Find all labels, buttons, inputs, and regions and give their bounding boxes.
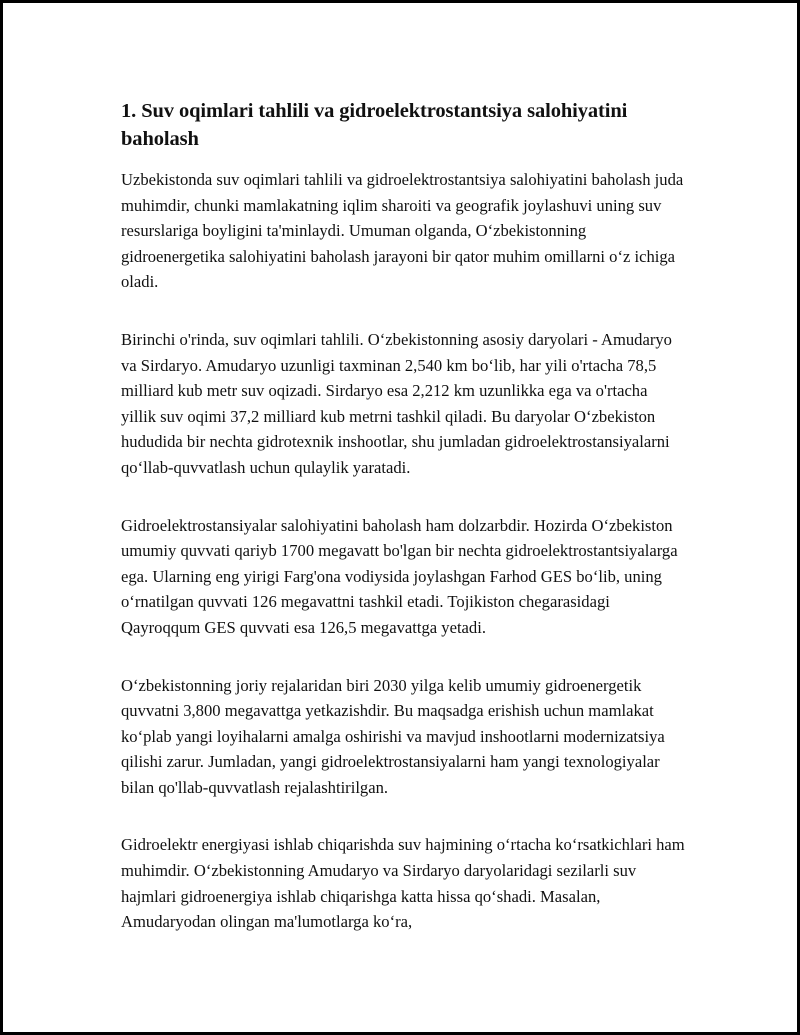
paragraph-2: Birinchi o'rinda, suv oqimlari tahlili. O‘zbekistonning asosiy daryolari - Amudaryo va Sirdaryo. Amudaryo uzunligi taxminan 2,540 km bo‘lib, har yili o'rtacha 78,5 milliard kub metr suv oqizadi. Sirdaryo esa 2,212 km uzunlikka ega va o'rtacha yillik suv oqimi 37,2 milliard kub metrni tashkil qiladi. Bu daryolar O‘zbekiston hududida bir nechta gidrotexnik inshootlar, shu jumladan gidroelektrostansiyalarni qo‘llab-quvvatlash uchun qulaylik yaratadi. xyxy=(121,329,672,477)
paragraph-5: Gidroelektr energiyasi ishlab chiqarishda suv hajmining o‘rtacha ko‘rsatkichlari ham muhimdir. O‘zbekistonning Amudaryo va Sirdaryo daryolaridagi sezilarli suv hajmlari gidroenergiya ishlab chiqarishga katta hissa qo‘shadi. Masalan, Amudaryodan olingan ma'lumotlarga ko‘ra, xyxy=(121,835,685,932)
paragraph-3: Gidroelektrostansiyalar salohiyatini baholash ham dolzarbdir. Hozirda O‘zbekiston umumiy quvvati qariyb 1700 megavatt bo'lgan bir nechta gidroelektrostantsiyalarga ega. Ularning eng yirigi Farg'ona vodiysida joylashgan Farhod GES bo‘lib, uning o‘rnatilgan quvvati 126 megavattni tashkil etadi. Tojikiston chegarasidagi Qayroqqum GES quvvati esa 126,5 megavattga yetadi. xyxy=(121,515,678,637)
paragraph-4: O‘zbekistonning joriy rejalaridan biri 2030 yilga kelib umumiy gidroenergetik quvvatni 3,800 megavattga yetkazishdir. Bu maqsadga erishish uchun mamlakat ko‘plab yangi loyihalarni amalga oshirishi va mavjud inshootlarni modernizatsiya qilishi zarur. Jumladan, yangi gidroelektrostansiyalarni ham yangi texnologiyalar bilan qo'llab-quvvatlash rejalashtirilgan. xyxy=(121,675,665,797)
document-body xyxy=(121,97,686,967)
paragraph-1: Uzbekistonda suv oqimlari tahlili va gidroelektrostantsiya salohiyatini baholash juda muhimdir, chunki mamlakatning iqlim sharoiti va geografik joylashuvi uning suv resurslariga boyligini ta'minlaydi. Umuman olganda, O‘zbekistonning gidroenergetika salohiyatini baholash jarayoni bir qator muhim omillarni o‘z ichiga oladi. xyxy=(121,170,684,292)
section-heading: 1. Suv oqimlari tahlili va gidroelektrostantsiya salohiyatini baholash xyxy=(121,100,628,150)
